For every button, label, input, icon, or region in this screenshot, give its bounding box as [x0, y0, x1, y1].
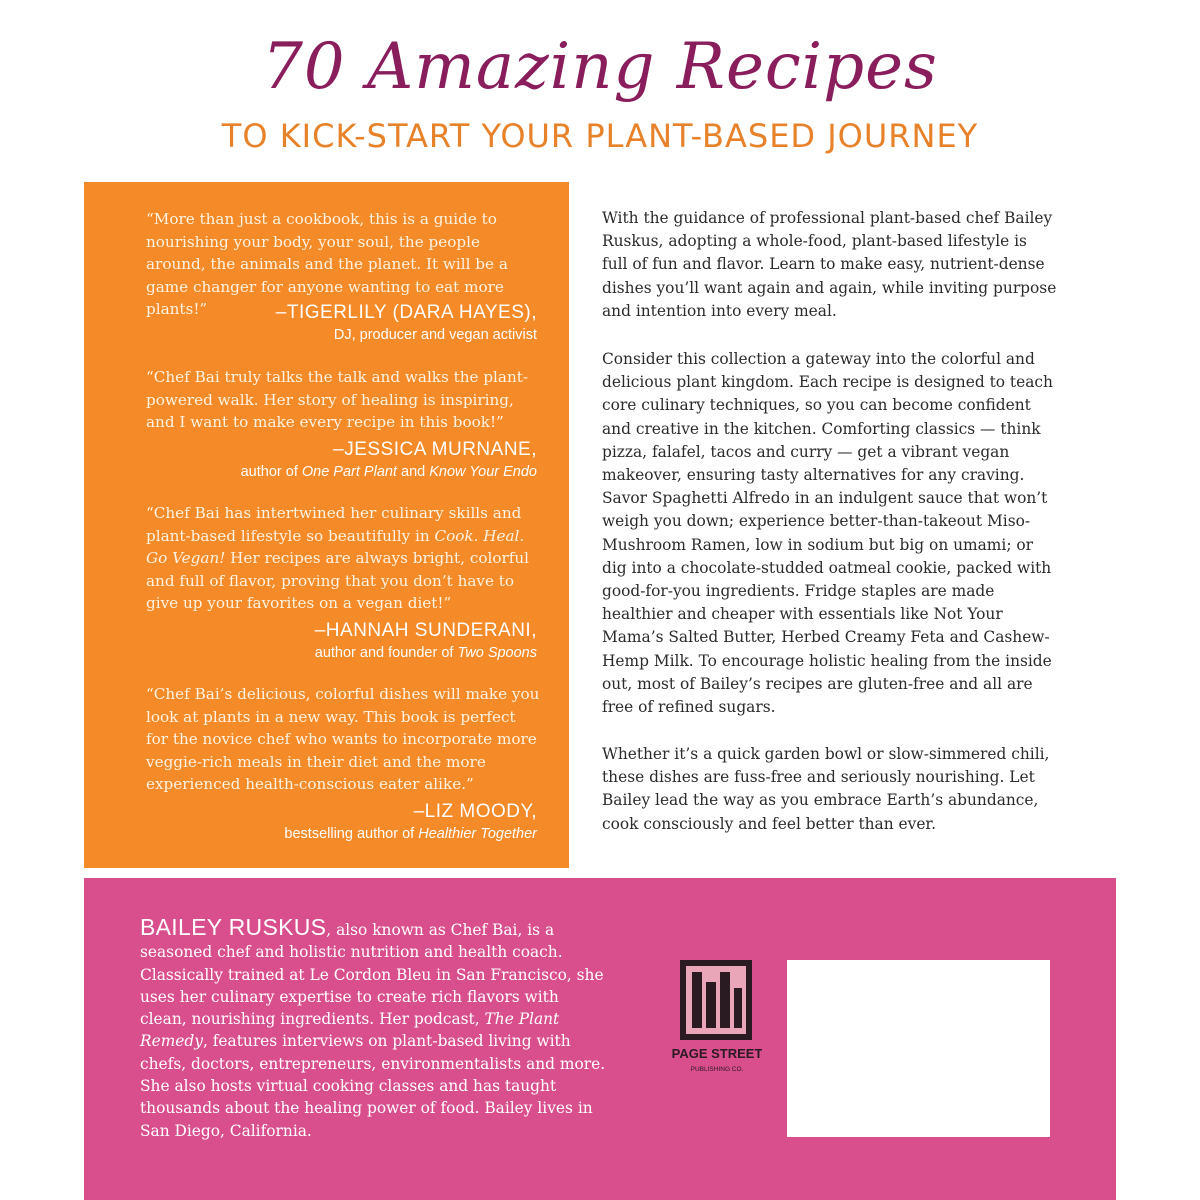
author-bio-panel	[84, 878, 1116, 1200]
endorsement-name-3: –HANNAH SUNDERANI,	[314, 620, 537, 641]
book-title: Healthier Together	[418, 826, 537, 842]
publisher-logo-icon	[672, 958, 762, 1084]
publisher-suffix: PUBLISHING CO.	[690, 1066, 744, 1073]
endorsement-name-2: –JESSICA MURNANE,	[333, 439, 537, 460]
paragraph-text: With the guidance of professional plant-based chef Bailey Ruskus, adopting a whole-food, plant-based lifestyle is full of fun and flavor. Learn to make easy, nutrient-dense dishes you’ll want again and again, while inviting purpose and intention into every meal.	[602, 209, 1057, 320]
bio-text: , also known as Chef Bai, is a seasoned chef and holistic nutrition and health coach. Classically trained at Le Cordon Bleu in San Francisco, she uses her culinary expertise to create rich flavors with clean, nourishing ingredients. Her podcast,	[140, 921, 604, 1029]
book-title: Know Your Endo	[429, 464, 537, 480]
book-title: Two Spoons	[457, 645, 537, 661]
quote-text: “Chef Bai has intertwined her culinary skills and plant-based lifestyle so beautifully in	[146, 504, 522, 545]
book-subheadline: TO KICK-START YOUR PLANT-BASED JOURNEY	[221, 117, 979, 155]
endorsement-name-1: –TIGERLILY (DARA HAYES),	[275, 302, 537, 323]
endorsements-panel	[84, 182, 569, 868]
book-title: Cook. Heal. Go Vegan!	[146, 526, 525, 567]
barcode-placeholder	[787, 960, 1050, 1137]
role-prefix: author and founder of	[314, 645, 458, 661]
book-title: One Part Plant	[301, 464, 397, 480]
endorsement-quote-2: “Chef Bai truly talks the talk and walks the plant-powered walk. Her story of healing is inspiring, and I want to make every recipe in this book!”	[146, 368, 528, 431]
author-bio	[140, 916, 610, 1142]
endorsement-role-2	[241, 462, 537, 482]
endorsement-attribution-2	[241, 437, 537, 482]
endorsement-role-4	[284, 824, 537, 844]
endorsement-attribution-1	[276, 300, 537, 345]
endorsement-quote-3	[146, 502, 541, 615]
publisher-name: PAGE STREET	[672, 1046, 762, 1061]
description-paragraph-2	[602, 348, 1057, 719]
paragraph-text: Whether it’s a quick garden bowl or slow-simmered chili, these dishes are fuss-free and seriously nourishing. Let Bailey lead the way as you embrace Earth’s abundance, cook consciously and feel better than ever.	[602, 745, 1050, 833]
endorsement-quote-1: “More than just a cookbook, this is a guide to nourishing your body, your soul, the people around, the animals and the planet. It will be a game changer for anyone wanting to eat more plants!”	[146, 210, 508, 318]
description-paragraph-3	[602, 743, 1057, 836]
podcast-title: The Plant Remedy	[140, 1010, 560, 1051]
role-prefix: author of	[240, 464, 302, 480]
endorsement-role-1: DJ, producer and vegan activist	[333, 327, 537, 343]
endorsement-role-3	[315, 643, 537, 663]
endorsement-name-4: –LIZ MOODY,	[413, 801, 537, 822]
quote-text: Her recipes are always bright, colorful and full of flavor, proving that you don’t have to give up your favorites on a vegan diet!”	[146, 549, 529, 612]
endorsement-attribution-4	[284, 799, 537, 844]
book-headline: 70 Amazing Recipes	[262, 30, 938, 104]
publisher-logo	[672, 958, 762, 1084]
role-prefix: bestselling author of	[284, 826, 419, 842]
author-name: BAILEY RUSKUS	[140, 914, 327, 940]
description-paragraph-1	[602, 207, 1057, 323]
bio-text: , features interviews on plant-based living with chefs, doctors, entrepreneurs, environmentalists and more. She also hosts virtual cooking classes and has taught thousands about the healing power of food. Bailey lives in San Diego, California.	[140, 1032, 606, 1140]
paragraph-text: Consider this collection a gateway into the colorful and delicious plant kingdom. Each recipe is designed to teach core culinary techniques, so you can become confident and creative in the kitchen. Comforting classics — think pizza, falafel, tacos and curry — get a vibrant vegan makeover, ensuring tasty alternatives for any craving. Savor Spaghetti Alfredo in an indulgent sauce that won’t weigh you down; experience better-than-takeout Miso-Mushroom Ramen, low in sodium but big on umami; or dig into a chocolate-studded oatmeal cookie, packed with good-for-you ingredients. Fridge staples are made healthier and cheaper with essentials like Not Your Mama’s Salted Butter, Herbed Creamy Feta and Cashew-Hemp Milk. To encourage holistic healing from the inside out, most of Bailey’s recipes are gluten-free and all are free of refined sugars.	[602, 350, 1053, 717]
endorsement-attribution-3	[315, 618, 537, 663]
endorsement-quote-4: “Chef Bai’s delicious, colorful dishes will make you look at plants in a new way. This book is perfect for the novice chef who wants to incorporate more veggie-rich meals in their diet and the more experienced health-conscious eater alike.”	[146, 685, 540, 793]
role-connector: and	[396, 464, 430, 480]
